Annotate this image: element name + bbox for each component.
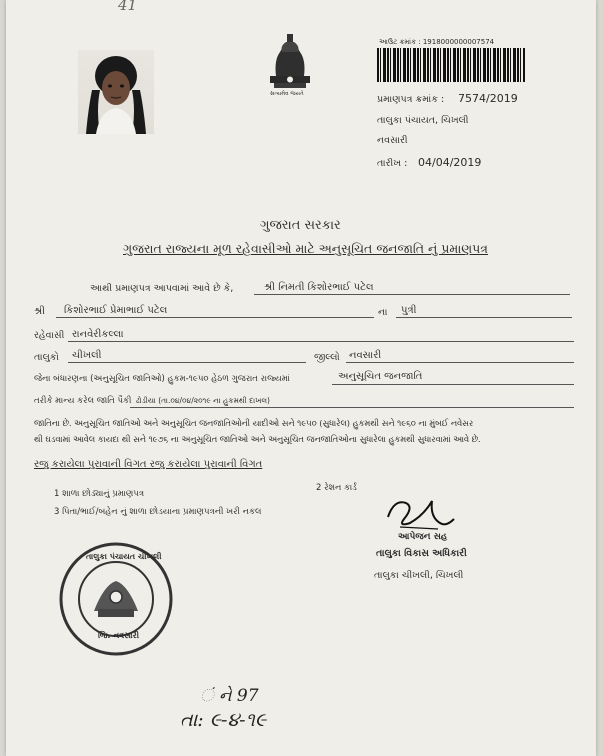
father-name: કિશોરભાઈ પ્રેમાભાઈ પટેલ	[64, 305, 168, 316]
community-prefix: જેના બંધારણના (અનુસૂચિત જાતિઓ) હુકમ-૧૯૫૦ હેઠળ ગુજરાત રાજ્યમાં	[34, 374, 290, 384]
officer-signature	[380, 493, 460, 535]
certificate-heading: ગુજરાત રાજ્યના મૂળ રહેવાસીઓ માટે અનુસૂચિત જનજાતિ નું પ્રમાણપત્ર	[123, 241, 488, 256]
intro-text: આથી પ્રમાણપત્ર આપવામાં આવે છે કે,	[90, 283, 234, 294]
district: નવસારી	[349, 350, 382, 361]
father-name-underline	[56, 317, 374, 318]
proof-item-2: 2 રેશન કાર્ડ	[316, 483, 357, 493]
proof-item-3: 3 પિતા/ભાઈ/બહેન નું શાળા છોડયાના પ્રમાણપત્રની ખરી નકલ	[54, 507, 262, 517]
certificate-number-label: પ્રમાણપત્ર ક્રમાંક :	[377, 94, 445, 105]
office-line-1: તાલુકા પંચાયત, ચિખલી	[377, 115, 469, 126]
signature-line-1: આપેજન સહ	[398, 532, 448, 542]
official-seal	[58, 541, 174, 657]
top-note: 41	[118, 0, 138, 14]
handwritten-number: ં ને 97	[200, 686, 259, 706]
relation-underline	[396, 317, 572, 318]
applicant-name: શ્રી નિમતી કિશોરભાઈ પટેલ	[264, 282, 374, 293]
district-underline	[346, 362, 574, 363]
legal-paragraph-line-2: થી ઘડવામાં આવેલ કાયદા થી સને ૧૯૭૬ ના અનુસૂચિત જાતિઓ અને અનુસૂચિત જનજાતિઓના સુધારેલા હુકમથી સુધારવામાં આવે છે.	[34, 434, 481, 444]
national-emblem-icon	[262, 30, 318, 98]
issue-date: 04/04/2019	[418, 156, 482, 169]
village-underline	[68, 341, 574, 342]
district-label: જીલ્લો	[314, 352, 340, 363]
applicant-photo	[78, 50, 154, 134]
certificate-number: 7574/2019	[458, 92, 518, 105]
barcode-label: આઉટ ક્રમાંક : 1918000000007574	[379, 38, 495, 46]
taluka-underline	[68, 362, 306, 363]
handwritten-date: તા: ૯-૪-૧૯	[180, 709, 267, 731]
seal-inner-text: જિ. નવસારી	[98, 631, 140, 640]
resident-label: રહેવાસી	[34, 330, 65, 341]
seal-outer-text: તાલુકા પંચાયત ચીખલી	[86, 552, 162, 561]
relation-label: ના	[378, 307, 388, 318]
proof-heading: રજુ કરાયેલા પુરાવાની વિગત રજુ કરાયેલા પુરાવાની વિગત	[34, 459, 263, 470]
community: અનુસૂચિત જનજાતિ	[338, 371, 423, 382]
applicant-name-underline	[254, 294, 570, 295]
proof-item-1: 1 શાળા છોડ્યાનું પ્રમાણપત્ર	[54, 489, 145, 499]
emblem-caption: સત્યમેવ જયતે	[270, 91, 304, 97]
government-title: ગુજરાત સરકાર	[260, 218, 341, 233]
relation: પુત્રી	[401, 305, 417, 316]
shri-label: શ્રી	[34, 306, 46, 317]
tribe: ઢોડીયા (તા.૦૪/૦૪/૨૦૧૯ ના હુકમથી દાખલ)	[136, 396, 270, 405]
signature-line-3: તાલુકા ચીખલી, ચિખલી	[374, 570, 464, 581]
legal-paragraph-line-1: જાતિના છે. અનુસૂચિત જાતિઓ અને અનુસૂચિત જનજાતિઓની યાદીઓ સને ૧૯૫૦ (સુધારેલ) હુકમથી સને ૧૯૬૦ ના મુંબઈ નવેસર	[34, 418, 474, 428]
village: રાનવેરીકલ્લા	[72, 329, 124, 340]
taluka: ચીખલી	[72, 350, 102, 361]
community-underline	[332, 384, 574, 385]
tribe-label: તરીકે માન્ય કરેલ જાતિ પૈકી	[34, 396, 132, 406]
office-line-2: નવસારી	[377, 135, 408, 146]
signature-line-2: તાલુકા વિકાસ અધિકારી	[376, 548, 467, 559]
barcode	[377, 48, 525, 82]
certificate-page	[6, 0, 596, 756]
date-label: તારીખ :	[377, 158, 408, 169]
tribe-underline	[130, 407, 574, 408]
taluka-label: તાલુકો	[34, 352, 59, 363]
